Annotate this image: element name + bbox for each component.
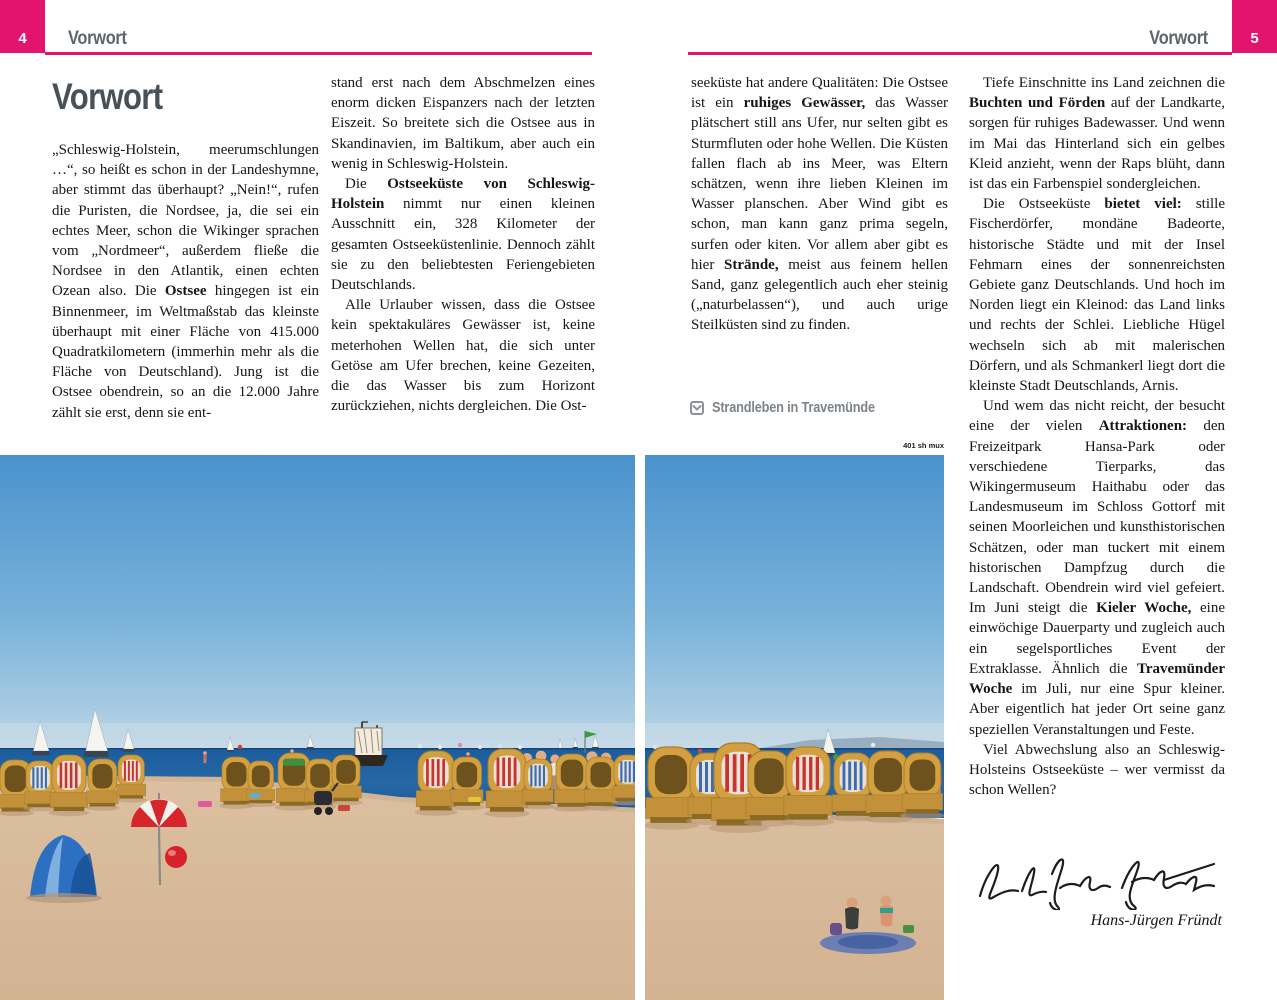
strandkorb — [329, 755, 363, 805]
signature-handwriting — [972, 846, 1224, 910]
buoy — [438, 745, 442, 749]
paragraph: seeküste hat andere Qualitäten: Die Ostsee ist ein ruhiges Gewässer, das Wasser plätschert still ans Ufer, nur selten gibt es Sturmfluten oder hohe Wellen. Die Küsten fallen flach ab ins Meer, was Eltern schätzen, wenn ihre lieben Kleinen im Wasser planschen. Aber Wind gibt es schon, man kann ganz prima segeln, surfen oder kiten. Vor allem aber gibt es hier Strände, meist aus feinem hellen Sand, ganz gelegentlich auch eher steinig („naturbelassen“), und auch urige Steilküsten sind zu finden. — [691, 75, 949, 334]
buoy — [653, 745, 657, 749]
chevron-down-box-icon — [690, 401, 704, 415]
paragraph: Tiefe Einschnitte ins Land zeichnen die Buchten und Förden auf der Landkarte, sorgen für ruhiges Badewasser. Und wenn im Mai das Hinterland sich ein gelbes Kleid anzieht, wenn der Raps blüht, dann ist das ein Farbenspiel sondergleichen. — [969, 75, 1225, 193]
page-gutter — [635, 455, 645, 1000]
buoy — [518, 745, 522, 749]
paragraph: Alle Urlauber wissen, dass die Ostsee kein spektakuläres Gewässer ist, keine meterhohen Wellen hat, die sich unter Getöse am Ufer brechen, keine Gezeiten, die das Wasser bis zum Horizont zurückziehen, nichts dergleichen. Die Ost- — [331, 297, 595, 415]
photo-caption-text: Strandleben in Travemünde — [712, 400, 875, 416]
strandkorb — [449, 757, 485, 810]
person — [203, 751, 207, 763]
buoy — [871, 743, 875, 747]
running-head-left: Vorwort — [68, 28, 127, 49]
paragraph: Die Ostseeküste von Schleswig-Holstein nimmt nur einen kleinen Ausschnitt ein, 328 Kilometer der gesamten Ostseeküstenlinie. Dennoch zählt sie zu den beliebtesten Feriengebieten Deutschlands. — [331, 176, 595, 294]
page-number-left-value: 4 — [18, 30, 27, 47]
paragraph: Und wem das nicht reicht, der besucht eine der vielen Attraktionen: den Freizeitpark Hansa-Park oder verschiedene Tierparks, das Wikingermuseum Haithabu oder das Landesmuseum im Schloss Gottorf mit seinen Moorleichen und kunsthistorischen Schätzen, oder man tuckert mit einem historischen Dampfzug durch die Landschaft. Obendrein wird viel gefeiert. Im Juni steigt die Kieler Woche, eine einwöchige Dauerparty und zugleich auch ein segelsportliches Event der Extraklasse. Ähnlich die Travemünder Woche im Juli, nur eine Spur kleiner. Aber eigentlich hat jeder Ort seine ganz speziellen Veranstaltungen und Feste. — [969, 398, 1226, 738]
signature-name: Hans-Jürgen Fründt — [1090, 912, 1222, 929]
page-number-right-value: 5 — [1250, 30, 1259, 47]
strandkorb — [245, 761, 276, 807]
buoy — [238, 745, 242, 749]
paragraph: Viel Abwechslung also an Schleswig-Holsteins Ostseeküste – wer vermisst da schon Wellen? — [969, 741, 1225, 799]
buoy — [478, 745, 482, 749]
text-column-1 — [52, 140, 319, 423]
buoy — [698, 749, 702, 753]
paragraph: „Schleswig-Holstein, meerumschlungen …“, so heißt es schon in der Landeshymne, aber stimmt das überhaupt? „Nein!“, rufen die Puristen, die Nordsee, ja, die sei ein echtes Meer, schon die Wikinger sprachen vom „Nordmeer“, außerdem fließe die Nordsee in den Atlantik, einen echten Ozean also. Die Ostsee hingegen ist ein Binnenmeer, im Weltmaßstab das kleinste überhaupt mit einer Fläche von 415.000 Quadratkilometern (immerhin mehr als die Fläche von Deutschland). Jung ist die Ostsee obendrein, so an die 12.000 Jahre zählt sie erst, denn sie ent- — [52, 142, 319, 421]
beach-photo — [0, 455, 944, 1000]
text-column-2 — [331, 73, 595, 416]
strandkorb — [115, 755, 147, 803]
strandkorb — [521, 759, 555, 809]
text-column-4 — [969, 73, 1225, 800]
header-rule-right — [688, 52, 1232, 55]
strandkorb — [85, 759, 120, 811]
paragraph: stand erst nach dem Abschmelzen eines enorm dicken Eispanzers nach der letzten Eiszeit. So breitete sich die Ostsee aus in Skandinavien, im Baltikum, aber auch ein wenig in Schleswig-Holstein. — [331, 75, 595, 172]
photo-sky — [0, 455, 944, 751]
page-number-right — [1232, 0, 1277, 53]
text-column-3 — [691, 73, 948, 336]
photo-credit: 401 sh mux — [903, 441, 944, 450]
buoy — [458, 743, 462, 747]
running-head-right: Vorwort — [1149, 28, 1208, 49]
buoy — [498, 744, 502, 748]
strandkorb — [49, 755, 90, 816]
photo-caption — [690, 400, 897, 416]
photo-beach-ball — [165, 846, 187, 868]
strandkorb — [782, 747, 835, 826]
paragraph: Die Ostseeküste bietet viel: stille Fischerdörfer, mondäne Badeorte, historische Städte und mit der Insel Fehmarn eines der sonnenreichsten Gebiete ganz Deutschlands. Und hoch im Norden liegt ein Kleinod: das Land links und rechts der Schlei. Liebliche Hügel wechseln sich ab mit malerischen Dörfern, und als Schmankerl liegt dort die kleinste Stadt Deutschlands, Arnis. — [969, 196, 1225, 395]
strandkorb — [900, 753, 944, 819]
header-rule-left — [45, 52, 592, 55]
page-number-left — [0, 0, 45, 53]
buoy — [418, 744, 422, 748]
page-title: Vorwort — [52, 76, 163, 117]
